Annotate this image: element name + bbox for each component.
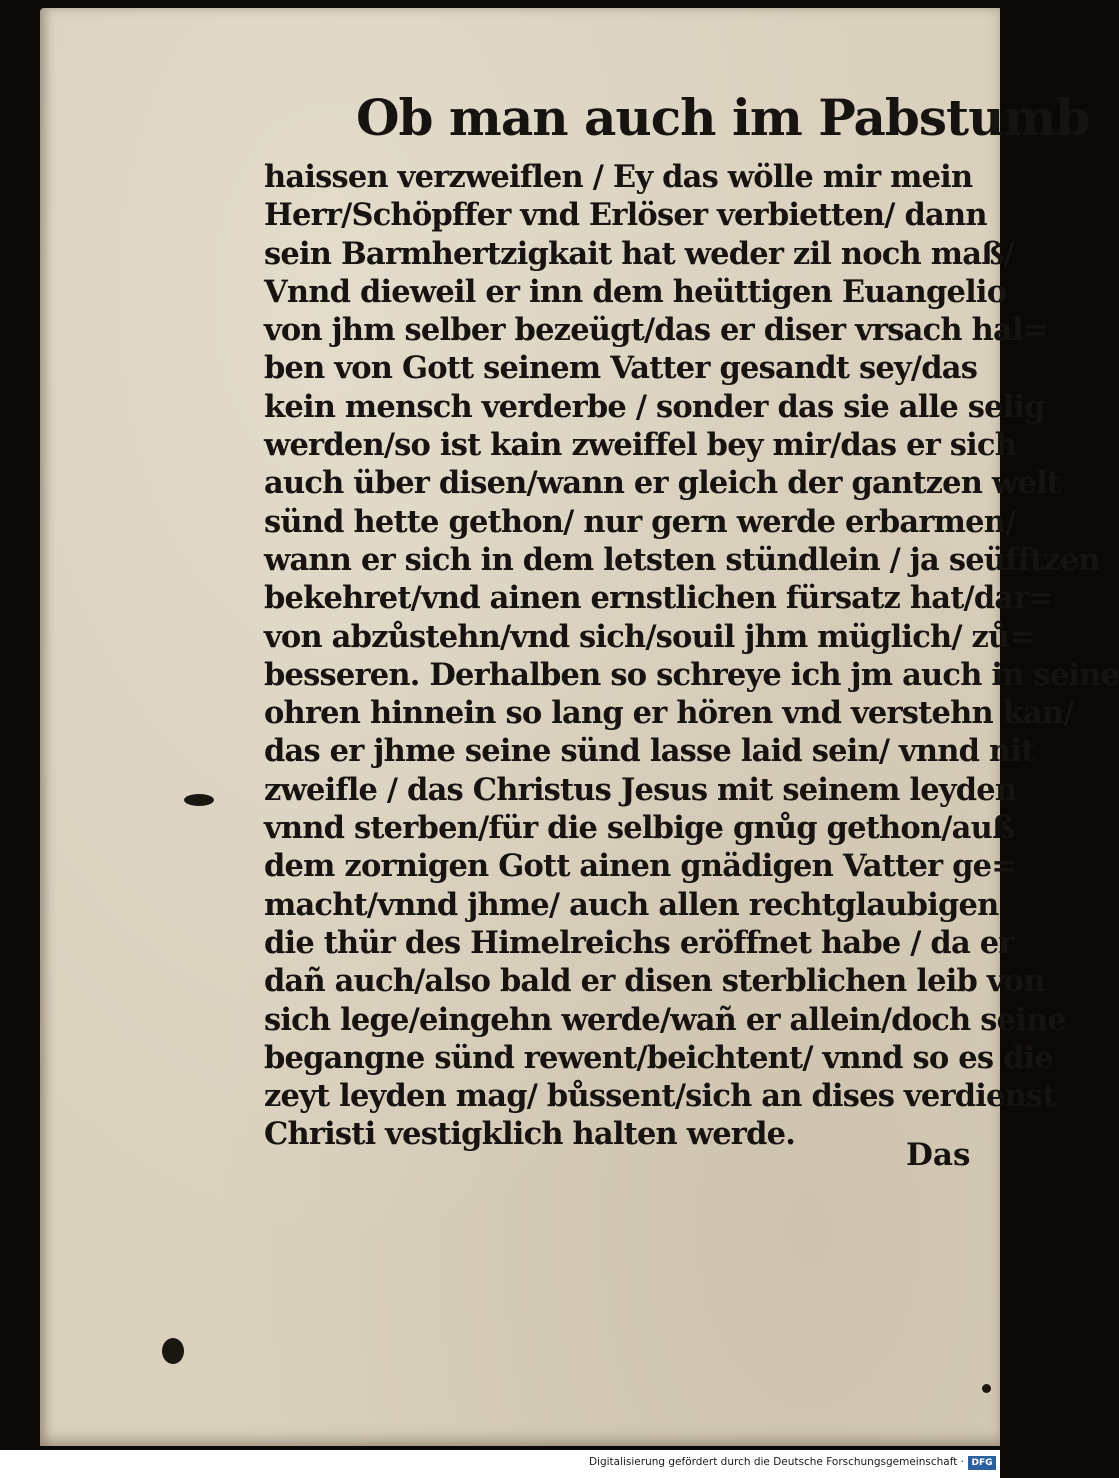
text-line: ohren hinnein so lang er hören vnd verstehn kan/ <box>264 695 1074 732</box>
text-line: ben von Gott seinem Vatter gesandt sey/das <box>264 350 978 387</box>
ink-blot <box>184 794 214 806</box>
text-line: sich lege/eingehn werde/wañ er allein/doch seine <box>264 1001 1066 1038</box>
dfg-logo: DFG <box>968 1456 996 1470</box>
text-line: zweifle / das Christus Jesus mit seinem leyden <box>264 771 1017 808</box>
text-line: sein Barmhertzigkait hat weder zil noch maß/ <box>264 235 1014 272</box>
text-line: kein mensch verderbe / sonder das sie alle selig <box>264 388 1045 425</box>
text-line: dem zornigen Gott ainen gnädigen Vatter ge= <box>264 848 1017 885</box>
text-line: die thür des Himelreichs eröffnet habe / da er <box>264 924 1014 961</box>
body-text <box>264 158 1119 1154</box>
running-head: Ob man auch im Pabstumb <box>356 88 1090 147</box>
funding-notice: Digitalisierung gefördert durch die Deutsche Forschungsgemeinschaft · <box>588 1456 964 1468</box>
text-line: wann er sich in dem letsten stündlein / ja seüfftzen <box>264 541 1100 578</box>
text-line: zeyt leyden mag/ bůssent/sich an dises verdienst <box>264 1078 1056 1115</box>
text-line: das er jhme seine sünd lasse laid sein/ vnnd nit <box>264 733 1035 770</box>
text-line: Herr/Schöpffer vnd Erlöser verbietten/ dann <box>264 197 987 234</box>
text-line: von jhm selber bezeügt/das er diser vrsach hal= <box>264 312 1048 349</box>
text-line: macht/vnnd jhme/ auch allen rechtglaubigen <box>264 886 999 923</box>
text-line: haissen verzweiflen / Ey das wölle mir mein <box>264 159 973 195</box>
text-line: sünd hette gethon/ nur gern werde erbarmen/ <box>264 503 1016 540</box>
text-line: dañ auch/also bald er disen sterblichen leib von <box>264 963 1045 1000</box>
text-line: werden/so ist kain zweiffel bey mir/das er sich <box>264 427 1017 464</box>
text-line: Vnnd dieweil er inn dem heüttigen Euangelio <box>264 273 1007 310</box>
text-line: besseren. Derhalben so schreye ich jm auch in seine <box>264 656 1119 693</box>
text-line: begangne sünd rewent/beichtent/ vnnd so es die <box>264 1039 1053 1076</box>
text-line: Christi vestigklich halten werde. <box>264 1116 796 1153</box>
ink-blot <box>982 1384 991 1393</box>
footer-bar <box>0 1450 1000 1478</box>
text-line: von abzůstehn/vnd sich/souil jhm müglich/ zů= <box>264 618 1035 655</box>
text-line: bekehret/vnd ainen ernstlichen fürsatz hat/dar= <box>264 580 1054 617</box>
text-line: vnnd sterben/für die selbige gnůg gethon/auß <box>264 810 1015 847</box>
catchword: Das <box>906 1137 971 1173</box>
text-line: auch über disen/wann er gleich der gantzen welt <box>264 465 1061 502</box>
ink-blot <box>162 1338 184 1364</box>
